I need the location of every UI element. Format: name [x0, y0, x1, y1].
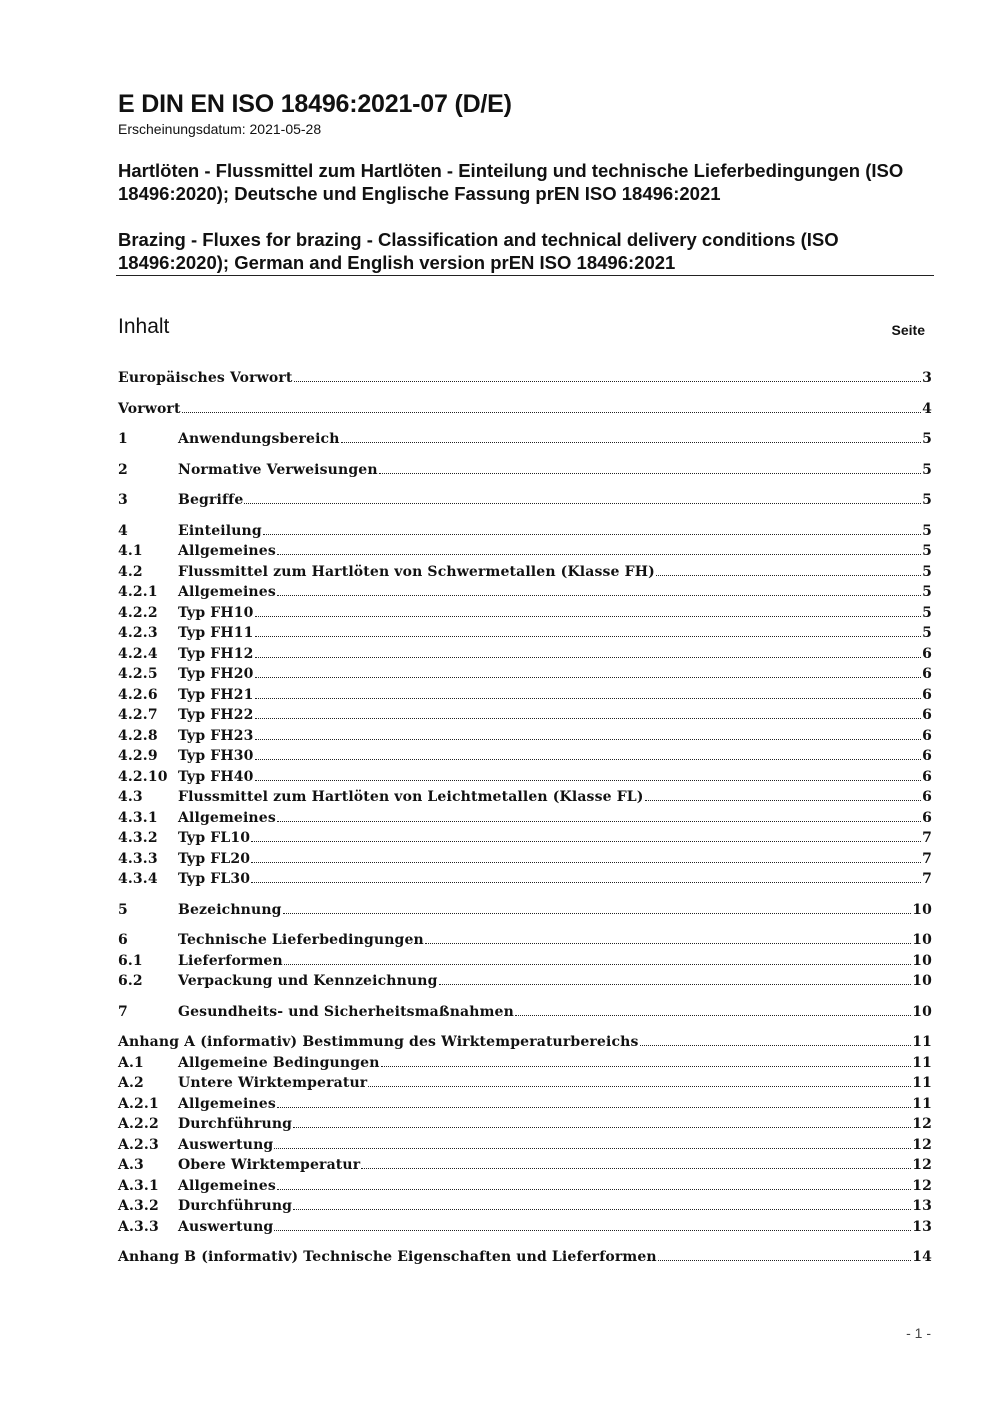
toc-entry-number: A.3.3 — [118, 1218, 159, 1235]
toc-dot-leader — [361, 1168, 911, 1169]
toc-entry[interactable] — [118, 1004, 932, 1025]
toc-entry-number: A.3.1 — [118, 1177, 159, 1194]
toc-entry[interactable] — [118, 687, 932, 708]
toc-entry-page: 11 — [912, 1095, 932, 1112]
toc-entry-label: Typ FH12 — [178, 645, 254, 662]
toc-dot-leader — [283, 913, 912, 914]
toc-dot-leader — [640, 1045, 912, 1046]
toc-dot-leader — [255, 718, 922, 719]
toc-entry-label: Typ FH23 — [178, 727, 254, 744]
toc-entry-number: 4.1 — [118, 543, 143, 559]
toc-entry-number: A.2.1 — [118, 1095, 159, 1112]
toc-entry[interactable] — [118, 523, 932, 544]
toc-entry-label: Anhang B (informativ) Technische Eigenschaften und Lieferformen — [118, 1249, 657, 1265]
toc-entry[interactable] — [118, 902, 932, 923]
table-of-contents — [118, 370, 932, 1270]
toc-dot-leader — [255, 739, 922, 740]
toc-entry-page: 13 — [912, 1198, 932, 1214]
toc-entry-label: Einteilung — [178, 522, 262, 539]
toc-entry-label: Typ FH20 — [178, 666, 254, 682]
toc-entry-page: 12 — [912, 1116, 932, 1132]
toc-entry-label: Auswertung — [178, 1218, 274, 1235]
publication-date: Erscheinungsdatum: 2021-05-28 — [118, 121, 322, 137]
toc-dot-leader — [251, 862, 921, 863]
toc-entry[interactable] — [118, 584, 932, 605]
toc-dot-leader — [293, 1127, 911, 1128]
toc-entry-number: A.1 — [118, 1054, 144, 1071]
toc-dot-leader — [251, 882, 921, 883]
toc-entry-label: Verpackung und Kennzeichnung — [178, 973, 438, 989]
toc-entry-number: 4.3.4 — [118, 871, 158, 887]
toc-entry-page: 10 — [912, 952, 932, 969]
toc-heading: Inhalt — [118, 315, 170, 338]
toc-entry-page: 5 — [922, 563, 932, 580]
toc-dot-leader — [274, 1230, 911, 1231]
toc-dot-leader — [263, 534, 921, 535]
toc-dot-leader — [284, 964, 911, 965]
toc-entry-number: 4 — [118, 522, 128, 539]
toc-entry-label: Europäisches Vorwort — [118, 370, 293, 386]
toc-entry[interactable] — [118, 370, 932, 391]
toc-entry-page: 5 — [922, 625, 932, 641]
toc-entry-number: A.2 — [118, 1075, 144, 1091]
toc-entry-label: Typ FL20 — [178, 850, 251, 867]
toc-entry-page: 5 — [922, 522, 932, 539]
toc-entry[interactable] — [118, 748, 932, 769]
toc-entry[interactable] — [118, 564, 932, 585]
toc-entry-label: Normative Verweisungen — [178, 461, 378, 478]
toc-entry-page: 11 — [912, 1034, 932, 1050]
toc-entry[interactable] — [118, 1034, 932, 1055]
toc-entry-label: Allgemeines — [178, 809, 276, 826]
toc-entry-number: 6.2 — [118, 973, 143, 989]
toc-entry-label: Untere Wirktemperatur — [178, 1075, 368, 1091]
toc-entry-label: Typ FL10 — [178, 830, 251, 846]
title-english: Brazing - Fluxes for brazing - Classification and technical delivery conditions (ISO 18496:2020); German and English version prEN ISO 18496:2021 — [118, 229, 839, 273]
toc-entry[interactable] — [118, 1055, 932, 1076]
toc-entry-page: 5 — [922, 492, 932, 508]
toc-entry-number: 7 — [118, 1003, 128, 1020]
toc-entry[interactable] — [118, 953, 932, 974]
document-identifier: E DIN EN ISO 18496:2021-07 (D/E) — [118, 90, 512, 118]
toc-entry-label: Allgemeines — [178, 1095, 276, 1112]
toc-entry-page: 7 — [922, 871, 932, 887]
toc-entry[interactable] — [118, 1249, 932, 1270]
toc-entry-number: 6 — [118, 932, 128, 948]
title-german: Hartlöten - Flussmittel zum Hartlöten - Einteilung und technische Lieferbedingungen (ISO 18496:2020); Deutsche und Englische Fassung prEN ISO 18496:2021 — [118, 160, 904, 204]
toc-entry-label: Anhang A (informativ) Bestimmung des Wirktemperaturbereichs — [118, 1034, 639, 1050]
toc-entry-number: 2 — [118, 461, 128, 478]
toc-dot-leader — [439, 984, 912, 985]
toc-dot-leader — [294, 381, 922, 382]
toc-entry-page: 3 — [922, 370, 932, 386]
toc-dot-leader — [182, 412, 922, 413]
toc-entry-label: Allgemeines — [178, 1177, 276, 1194]
toc-entry-page: 4 — [922, 400, 932, 417]
toc-entry[interactable] — [118, 492, 932, 513]
toc-entry[interactable] — [118, 666, 932, 687]
toc-dot-leader — [277, 1107, 911, 1108]
toc-entry-label: Durchführung — [178, 1116, 293, 1132]
toc-page-column-header: Seite — [891, 322, 925, 338]
toc-entry-page: 12 — [912, 1157, 932, 1173]
toc-entry[interactable] — [118, 1137, 932, 1158]
toc-entry-number: 4.2.7 — [118, 707, 158, 723]
toc-entry[interactable] — [118, 871, 932, 892]
toc-entry-label: Allgemeines — [178, 584, 276, 600]
toc-entry-label: Lieferformen — [178, 952, 283, 969]
toc-entry-number: A.3.2 — [118, 1198, 159, 1214]
toc-entry[interactable] — [118, 1219, 932, 1240]
toc-entry-number: 4.2.3 — [118, 625, 158, 641]
toc-entry[interactable] — [118, 1075, 932, 1096]
toc-entry-page: 12 — [912, 1136, 932, 1153]
toc-dot-leader — [255, 698, 922, 699]
toc-entry-number: 1 — [118, 431, 128, 447]
toc-entry-label: Vorwort — [118, 400, 181, 417]
toc-entry[interactable] — [118, 851, 932, 872]
toc-entry[interactable] — [118, 1198, 932, 1219]
toc-entry-label: Obere Wirktemperatur — [178, 1157, 361, 1173]
toc-entry[interactable] — [118, 707, 932, 728]
toc-entry-number: 4.2 — [118, 563, 143, 580]
toc-entry-number: 4.2.9 — [118, 748, 158, 764]
toc-entry-label: Gesundheits- und Sicherheitsmaßnahmen — [178, 1003, 514, 1020]
toc-entry-number: 4.3 — [118, 789, 143, 805]
toc-entry-number: 4.3.2 — [118, 830, 158, 846]
toc-entry-number: 4.2.1 — [118, 584, 158, 600]
toc-entry[interactable] — [118, 810, 932, 831]
toc-entry-label: Typ FH40 — [178, 768, 254, 785]
toc-dot-leader — [645, 800, 922, 801]
toc-entry-number: 4.2.10 — [118, 768, 168, 785]
toc-entry-number: 4.2.2 — [118, 604, 158, 621]
toc-entry-number: A.3 — [118, 1157, 144, 1173]
toc-dot-leader — [255, 657, 922, 658]
toc-entry[interactable] — [118, 462, 932, 483]
toc-entry-number: 5 — [118, 901, 128, 918]
toc-entry[interactable] — [118, 728, 932, 749]
toc-entry-page: 14 — [912, 1249, 932, 1265]
toc-entry-page: 6 — [922, 809, 932, 826]
toc-entry-number: 4.2.8 — [118, 727, 158, 744]
toc-dot-leader — [255, 616, 922, 617]
toc-entry[interactable] — [118, 401, 932, 422]
toc-entry[interactable] — [118, 789, 932, 810]
toc-entry-page: 10 — [912, 1003, 932, 1020]
toc-entry-page: 6 — [922, 727, 932, 744]
toc-dot-leader — [658, 1260, 911, 1261]
toc-dot-leader — [341, 442, 922, 443]
toc-entry-label: Typ FH21 — [178, 686, 254, 703]
toc-dot-leader — [255, 636, 922, 637]
toc-entry-page: 10 — [912, 932, 932, 948]
toc-entry[interactable] — [118, 1096, 932, 1117]
toc-entry[interactable] — [118, 605, 932, 626]
toc-entry-page: 6 — [922, 686, 932, 703]
toc-entry-number: A.2.2 — [118, 1116, 159, 1132]
toc-entry[interactable] — [118, 973, 932, 994]
toc-entry-page: 6 — [922, 645, 932, 662]
toc-entry-page: 6 — [922, 666, 932, 682]
toc-entry-page: 11 — [912, 1075, 932, 1091]
toc-dot-leader — [244, 503, 921, 504]
toc-entry-label: Allgemeine Bedingungen — [178, 1054, 380, 1071]
toc-entry-label: Auswertung — [178, 1136, 274, 1153]
toc-dot-leader — [293, 1209, 911, 1210]
toc-entry[interactable] — [118, 625, 932, 646]
toc-entry-page: 7 — [922, 850, 932, 867]
toc-entry[interactable] — [118, 830, 932, 851]
toc-entry-label: Typ FH30 — [178, 748, 254, 764]
toc-entry-page: 5 — [922, 584, 932, 600]
toc-dot-leader — [255, 677, 922, 678]
toc-entry-label: Flussmittel zum Hartlöten von Schwermetallen (Klasse FH) — [178, 563, 655, 580]
toc-dot-leader — [425, 943, 911, 944]
toc-entry[interactable] — [118, 1157, 932, 1178]
toc-entry-label: Bezeichnung — [178, 901, 282, 918]
toc-dot-leader — [277, 821, 921, 822]
toc-entry-page: 5 — [922, 431, 932, 447]
toc-dot-leader — [277, 554, 921, 555]
toc-entry-number: 4.2.6 — [118, 686, 158, 703]
toc-entry[interactable] — [118, 543, 932, 564]
toc-entry-page: 5 — [922, 604, 932, 621]
toc-entry-label: Flussmittel zum Hartlöten von Leichtmetallen (Klasse FL) — [178, 789, 644, 805]
toc-entry[interactable] — [118, 1178, 932, 1199]
toc-entry-number: 3 — [118, 492, 128, 508]
toc-entry-page: 7 — [922, 830, 932, 846]
toc-dot-leader — [656, 575, 921, 576]
toc-entry-page: 5 — [922, 543, 932, 559]
toc-dot-leader — [277, 1189, 911, 1190]
toc-entry-page: 6 — [922, 789, 932, 805]
toc-entry[interactable] — [118, 769, 932, 790]
toc-entry-page: 6 — [922, 707, 932, 723]
toc-entry[interactable] — [118, 646, 932, 667]
toc-entry-page: 6 — [922, 768, 932, 785]
toc-entry-page: 13 — [912, 1218, 932, 1235]
toc-entry-page: 12 — [912, 1177, 932, 1194]
toc-entry-number: 4.2.4 — [118, 645, 158, 662]
toc-entry-label: Typ FL30 — [178, 871, 251, 887]
toc-entry-number: 4.2.5 — [118, 666, 158, 682]
toc-entry-page: 6 — [922, 748, 932, 764]
toc-entry-label: Technische Lieferbedingungen — [178, 932, 424, 948]
toc-entry[interactable] — [118, 1116, 932, 1137]
toc-entry-page: 10 — [912, 901, 932, 918]
toc-dot-leader — [368, 1086, 911, 1087]
toc-dot-leader — [515, 1015, 911, 1016]
toc-entry[interactable] — [118, 932, 932, 953]
toc-dot-leader — [251, 841, 921, 842]
toc-dot-leader — [277, 595, 921, 596]
toc-entry-page: 11 — [912, 1054, 932, 1071]
header-divider — [116, 275, 934, 276]
toc-entry-number: A.2.3 — [118, 1136, 159, 1153]
toc-entry-number: 6.1 — [118, 952, 143, 969]
toc-entry-number: 4.3.1 — [118, 809, 158, 826]
toc-dot-leader — [255, 759, 922, 760]
toc-entry-label: Typ FH11 — [178, 625, 254, 641]
toc-dot-leader — [274, 1148, 911, 1149]
toc-entry-page: 10 — [912, 973, 932, 989]
toc-dot-leader — [379, 473, 921, 474]
toc-entry-number: 4.3.3 — [118, 850, 158, 867]
toc-entry-page: 5 — [922, 461, 932, 478]
toc-dot-leader — [381, 1066, 912, 1067]
toc-entry-label: Begriffe — [178, 492, 244, 508]
toc-dot-leader — [255, 780, 922, 781]
toc-entry-label: Anwendungsbereich — [178, 431, 340, 447]
toc-entry-label: Durchführung — [178, 1198, 293, 1214]
page-number: - 1 - — [906, 1325, 931, 1341]
toc-entry-label: Typ FH10 — [178, 604, 254, 621]
toc-entry[interactable] — [118, 431, 932, 452]
toc-entry-label: Typ FH22 — [178, 707, 254, 723]
toc-entry-label: Allgemeines — [178, 543, 276, 559]
